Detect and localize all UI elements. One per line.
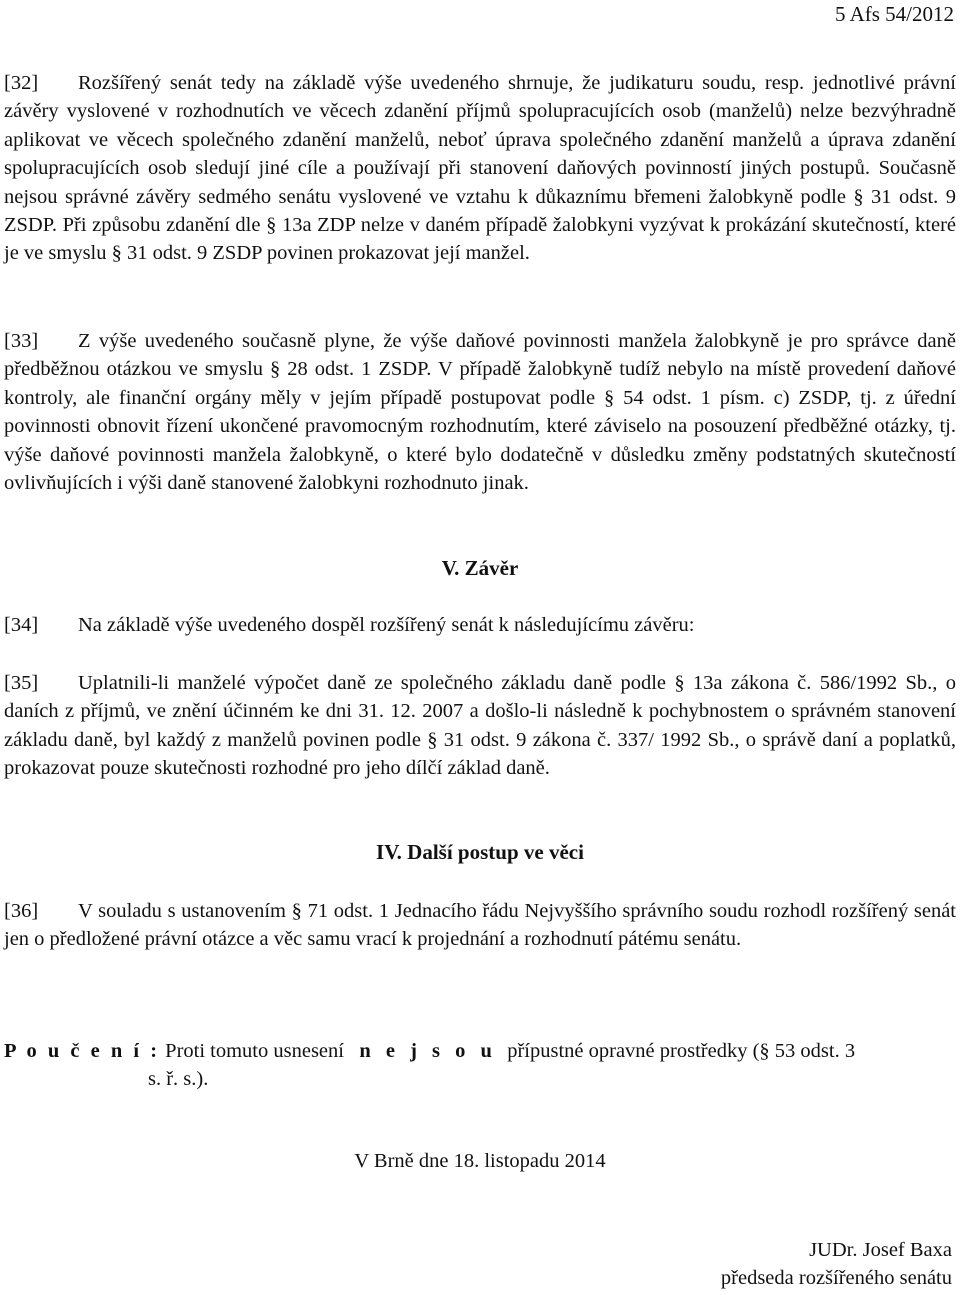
notice-text-before: Proti tomuto usnesení — [165, 1040, 344, 1062]
legal-notice-line — [4, 1037, 956, 1065]
paragraph-number: [36] — [4, 900, 39, 922]
paragraph-36 — [4, 897, 956, 954]
paragraph-number: [33] — [4, 330, 39, 352]
paragraph-text: Rozšířený senát tedy na základě výše uvedeného shrnuje, že judikaturu soudu, resp. jednotlivé právní závěry vyslovené v rozhodnutích ve věcech zdanění příjmů spolupracujících osob (manželů) nelze bezvýhradně aplikovat ve věcech společného zdanění manželů, neboť úprava společného zdanění manželů a úprava zdanění spolupracujících osob sledují jiné cíle a používají při stanovení daňových povinností jiných postupů. Současně nejsou správné závěry sedmého senátu vyslovené ve vztahu k důkaznímu břemeni žalobkyně podle § 31 odst. 9 ZSDP. Při způsobu zdanění dle § 13a ZDP nelze v daném případě žalobkyni vyzývat k prokázání skutečností, které je ve smyslu § 31 odst. 9 ZSDP povinen prokazovat její manžel. — [4, 72, 956, 265]
paragraph-text: Uplatnili-li manželé výpočet daně ze společného základu daně podle § 13a zákona č. 586/1992 Sb., o daních z příjmů, ve znění účinném ke dni 31. 12. 2007 a došlo-li následně k pochybnostem o správném stanovení základu daně, byl každý z manželů povinen podle § 31 odst. 9 zákona č. 337/ 1992 Sb., o správě daní a poplatků, prokazovat pouze skutečnosti rozhodné pro jeho dílčí základ daně. — [4, 672, 956, 780]
paragraph-number: [32] — [4, 72, 39, 94]
paragraph-text: Z výše uvedeného současně plyne, že výše daňové povinnosti manžela žalobkyně je pro správce daně předběžnou otázkou ve smyslu § 28 odst. 1 ZSDP. V případě žalobkyně tudíž nebylo na místě provedení daňové kontroly, ale finanční orgány měly v jejím případě postupovat podle § 54 odst. 1 písm. c) ZSDP, tj. z úřední povinnosti obnovit řízení ukončené pravomocným rozhodnutím, které záviselo na posouzení předběžné otázky, tj. výše daňové povinnosti manžela žalobkyně, o které bylo dodatečně v důsledku změny podstatných skutečností ovlivňujících i výši daně stanovené žalobkyni rozhodnuto jinak. — [4, 330, 956, 495]
case-number: 5 Afs 54/2012 — [834, 2, 954, 26]
paragraph-33 — [4, 327, 956, 497]
notice-line2: s. ř. s.). — [148, 1068, 209, 1091]
paragraph-text: Na základě výše uvedeného dospěl rozšířený senát k následujícímu závěru: — [78, 614, 695, 636]
paragraph-34 — [4, 611, 956, 639]
section-heading-next-steps: IV. Další postup ve věci — [376, 840, 584, 864]
notice-text-after: přípustné opravné prostředky (§ 53 odst. 3 — [507, 1040, 856, 1062]
signature-name: JUDr. Josef Baxa — [809, 1239, 952, 1261]
paragraph-text: V souladu s ustanovením § 71 odst. 1 Jednacího řádu Nejvyššího správního soudu rozhodl rozšířený senát jen o předložené právní otázce a věc samu vrací k projednání a rozhodnutí pátému senátu. — [4, 900, 956, 951]
paragraph-32 — [4, 69, 956, 268]
date-line: V Brně dne 18. listopadu 2014 — [354, 1150, 606, 1172]
signature-title: předseda rozšířeného senátu — [720, 1267, 952, 1289]
paragraph-35 — [4, 669, 956, 783]
legal-notice — [4, 1037, 956, 1094]
notice-negation: n e j s o u — [359, 1040, 497, 1062]
paragraph-number: [34] — [4, 614, 39, 636]
paragraph-number: [35] — [4, 672, 39, 694]
notice-label: P o u č e n í : — [4, 1040, 161, 1062]
section-heading-conclusion: V. Závěr — [441, 556, 519, 580]
